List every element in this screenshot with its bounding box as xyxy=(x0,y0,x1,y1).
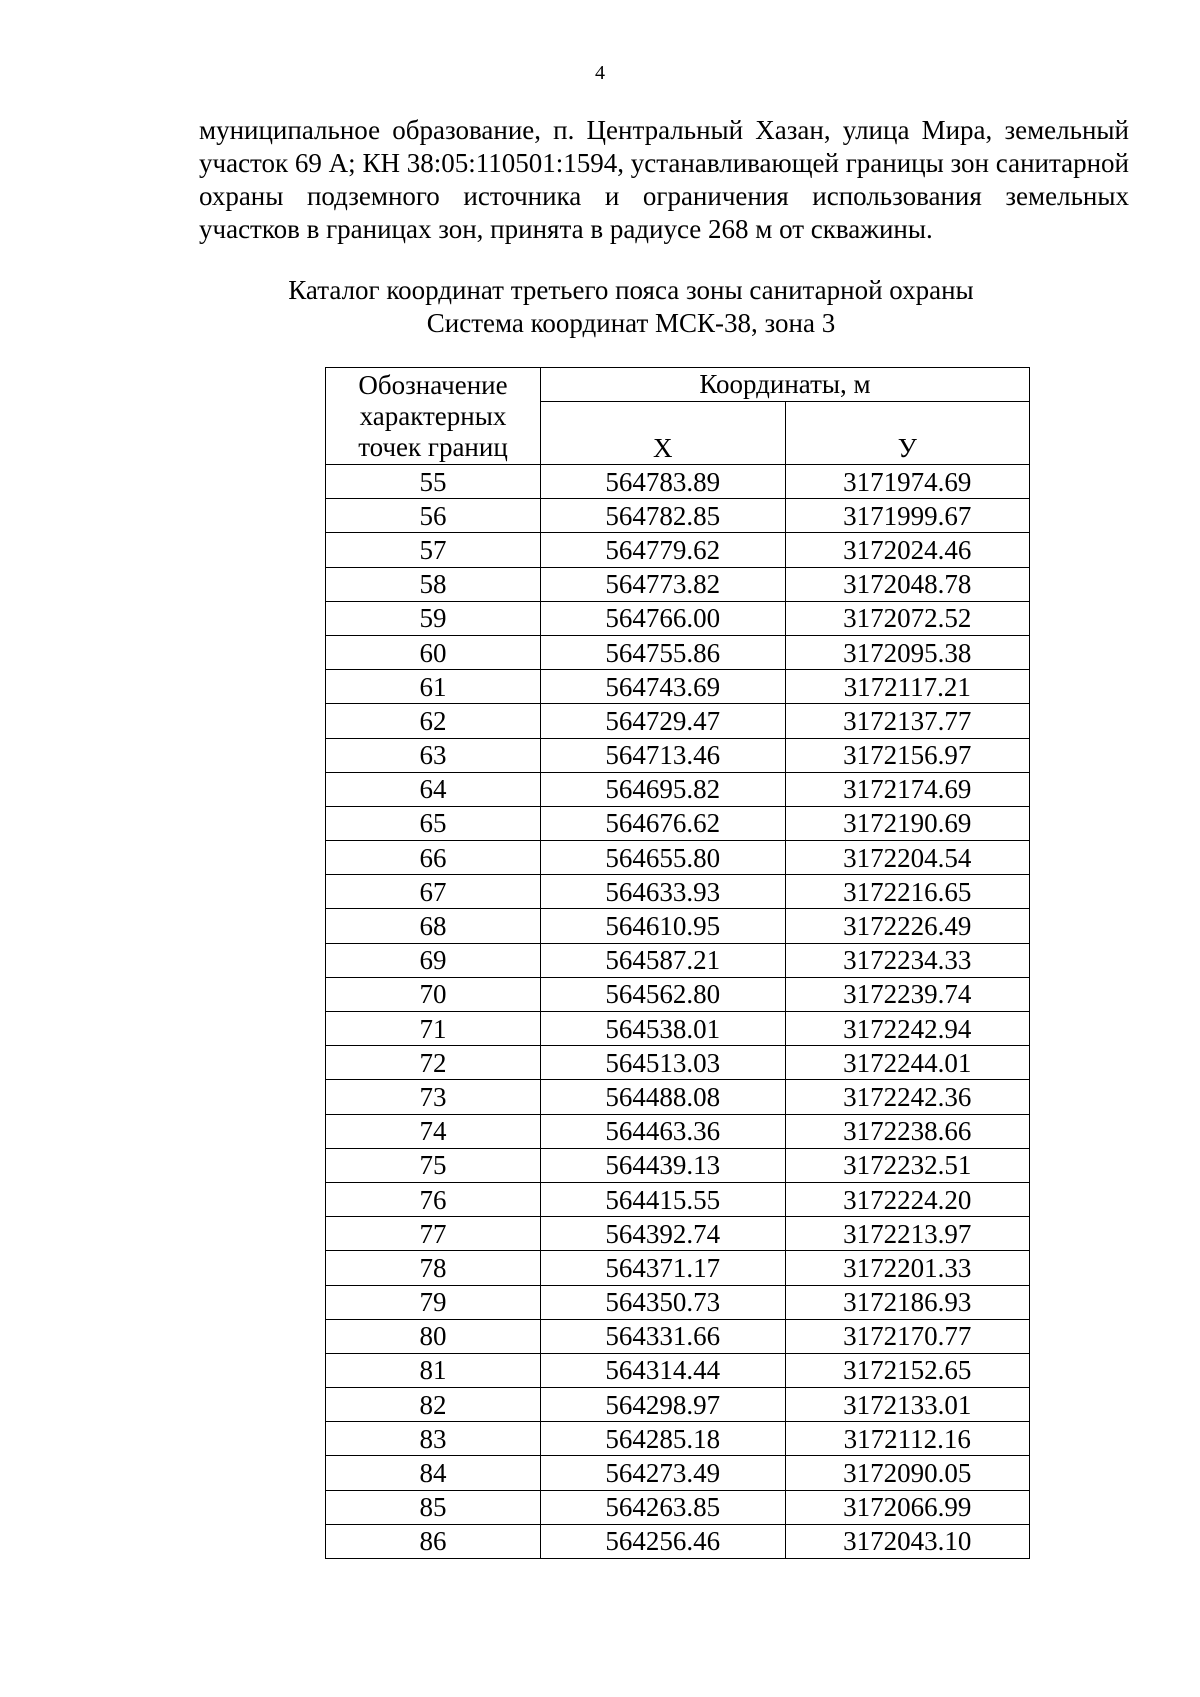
cell-y: 3172095.38 xyxy=(785,635,1030,669)
table-row xyxy=(326,1524,1030,1558)
table-row xyxy=(326,772,1030,806)
cell-y: 3172112.16 xyxy=(785,1422,1030,1456)
cell-x: 564463.36 xyxy=(541,1114,786,1148)
cell-y: 3172137.77 xyxy=(785,704,1030,738)
cell-y: 3172186.93 xyxy=(785,1285,1030,1319)
body-paragraph: муниципальное образование, п. Центральный Хазан, улица Мира, земельный участок 69 А; КН 38:05:110501:1594, устанавливающей границы зон санитарной охраны подземного источника и ограничения использования земельных участков в границах зон, принята в радиусе 268 м от скважины. xyxy=(199,115,1129,244)
caption-coordinate-system: Система координат МСК-38, зона 3 xyxy=(426,308,836,338)
table-row xyxy=(326,1217,1030,1251)
table-body xyxy=(326,465,1030,1559)
page-number: 4 xyxy=(595,62,605,84)
cell-x: 564538.01 xyxy=(541,1012,786,1046)
cell-point: 66 xyxy=(326,841,541,875)
table-row xyxy=(326,1285,1030,1319)
cell-x: 564766.00 xyxy=(541,601,786,635)
header-coordinates: Координаты, м xyxy=(541,368,1030,402)
table-row xyxy=(326,1388,1030,1422)
cell-x: 564285.18 xyxy=(541,1422,786,1456)
table-row xyxy=(326,1251,1030,1285)
cell-point: 57 xyxy=(326,533,541,567)
table-row xyxy=(326,1490,1030,1524)
cell-point: 72 xyxy=(326,1046,541,1080)
table-caption xyxy=(0,274,1200,340)
cell-y: 3172242.94 xyxy=(785,1012,1030,1046)
cell-x: 564314.44 xyxy=(541,1353,786,1387)
table-row xyxy=(326,875,1030,909)
cell-point: 68 xyxy=(326,909,541,943)
cell-x: 564298.97 xyxy=(541,1388,786,1422)
cell-point: 86 xyxy=(326,1524,541,1558)
cell-x: 564633.93 xyxy=(541,875,786,909)
cell-y: 3172066.99 xyxy=(785,1490,1030,1524)
cell-x: 564676.62 xyxy=(541,806,786,840)
cell-x: 564743.69 xyxy=(541,670,786,704)
cell-x: 564695.82 xyxy=(541,772,786,806)
cell-point: 65 xyxy=(326,806,541,840)
cell-point: 71 xyxy=(326,1012,541,1046)
table-row xyxy=(326,533,1030,567)
cell-y: 3172224.20 xyxy=(785,1182,1030,1216)
table-row xyxy=(326,977,1030,1011)
cell-y: 3172170.77 xyxy=(785,1319,1030,1353)
table-row xyxy=(326,1012,1030,1046)
table-row xyxy=(326,1456,1030,1490)
cell-y: 3172133.01 xyxy=(785,1388,1030,1422)
table-row xyxy=(326,1319,1030,1353)
cell-x: 564371.17 xyxy=(541,1251,786,1285)
cell-y: 3172024.46 xyxy=(785,533,1030,567)
cell-y: 3172232.51 xyxy=(785,1148,1030,1182)
coordinates-table xyxy=(325,367,1030,1559)
cell-x: 564610.95 xyxy=(541,909,786,943)
table-row xyxy=(326,1148,1030,1182)
cell-x: 564562.80 xyxy=(541,977,786,1011)
table-row xyxy=(326,465,1030,499)
cell-x: 564755.86 xyxy=(541,635,786,669)
table-row xyxy=(326,499,1030,533)
cell-y: 3172043.10 xyxy=(785,1524,1030,1558)
cell-point: 63 xyxy=(326,738,541,772)
cell-x: 564439.13 xyxy=(541,1148,786,1182)
table-row xyxy=(326,1353,1030,1387)
table-row xyxy=(326,1080,1030,1114)
table-row xyxy=(326,1046,1030,1080)
cell-point: 64 xyxy=(326,772,541,806)
cell-x: 564587.21 xyxy=(541,943,786,977)
cell-y: 3172244.01 xyxy=(785,1046,1030,1080)
cell-y: 3171974.69 xyxy=(785,465,1030,499)
cell-x: 564263.85 xyxy=(541,1490,786,1524)
table-row xyxy=(326,1114,1030,1148)
header-point-designation: Обозначение характерных точек границ xyxy=(326,368,541,465)
cell-point: 56 xyxy=(326,499,541,533)
cell-x: 564773.82 xyxy=(541,567,786,601)
table-row xyxy=(326,704,1030,738)
cell-y: 3172226.49 xyxy=(785,909,1030,943)
cell-point: 61 xyxy=(326,670,541,704)
cell-y: 3172204.54 xyxy=(785,841,1030,875)
header-y: У xyxy=(785,402,1030,465)
cell-point: 84 xyxy=(326,1456,541,1490)
cell-y: 3172216.65 xyxy=(785,875,1030,909)
cell-x: 564779.62 xyxy=(541,533,786,567)
cell-point: 73 xyxy=(326,1080,541,1114)
cell-point: 59 xyxy=(326,601,541,635)
header-x: X xyxy=(541,402,786,465)
cell-y: 3172213.97 xyxy=(785,1217,1030,1251)
cell-y: 3171999.67 xyxy=(785,499,1030,533)
cell-y: 3172239.74 xyxy=(785,977,1030,1011)
cell-x: 564513.03 xyxy=(541,1046,786,1080)
table-row xyxy=(326,909,1030,943)
table-header xyxy=(326,368,1030,465)
cell-point: 77 xyxy=(326,1217,541,1251)
cell-x: 564350.73 xyxy=(541,1285,786,1319)
cell-point: 76 xyxy=(326,1182,541,1216)
cell-point: 74 xyxy=(326,1114,541,1148)
table-row xyxy=(326,567,1030,601)
table-row xyxy=(326,670,1030,704)
cell-point: 85 xyxy=(326,1490,541,1524)
cell-point: 62 xyxy=(326,704,541,738)
cell-y: 3172152.65 xyxy=(785,1353,1030,1387)
cell-point: 79 xyxy=(326,1285,541,1319)
table-row xyxy=(326,806,1030,840)
cell-x: 564488.08 xyxy=(541,1080,786,1114)
caption-title: Каталог координат третьего пояса зоны санитарной охраны xyxy=(288,275,974,305)
cell-point: 78 xyxy=(326,1251,541,1285)
cell-y: 3172072.52 xyxy=(785,601,1030,635)
cell-x: 564655.80 xyxy=(541,841,786,875)
cell-x: 564256.46 xyxy=(541,1524,786,1558)
cell-point: 81 xyxy=(326,1353,541,1387)
cell-y: 3172201.33 xyxy=(785,1251,1030,1285)
cell-y: 3172117.21 xyxy=(785,670,1030,704)
cell-x: 564415.55 xyxy=(541,1182,786,1216)
cell-point: 75 xyxy=(326,1148,541,1182)
cell-y: 3172174.69 xyxy=(785,772,1030,806)
cell-x: 564392.74 xyxy=(541,1217,786,1251)
cell-point: 80 xyxy=(326,1319,541,1353)
cell-point: 82 xyxy=(326,1388,541,1422)
cell-x: 564729.47 xyxy=(541,704,786,738)
cell-point: 70 xyxy=(326,977,541,1011)
table-row xyxy=(326,1182,1030,1216)
table-row xyxy=(326,1422,1030,1456)
cell-x: 564713.46 xyxy=(541,738,786,772)
cell-point: 60 xyxy=(326,635,541,669)
cell-y: 3172156.97 xyxy=(785,738,1030,772)
table-row xyxy=(326,943,1030,977)
cell-y: 3172190.69 xyxy=(785,806,1030,840)
cell-x: 564273.49 xyxy=(541,1456,786,1490)
cell-point: 58 xyxy=(326,567,541,601)
cell-point: 83 xyxy=(326,1422,541,1456)
cell-point: 67 xyxy=(326,875,541,909)
table-row xyxy=(326,635,1030,669)
table-row xyxy=(326,601,1030,635)
table-row xyxy=(326,738,1030,772)
cell-point: 69 xyxy=(326,943,541,977)
cell-x: 564331.66 xyxy=(541,1319,786,1353)
cell-y: 3172048.78 xyxy=(785,567,1030,601)
table-row xyxy=(326,841,1030,875)
cell-point: 55 xyxy=(326,465,541,499)
cell-y: 3172234.33 xyxy=(785,943,1030,977)
cell-y: 3172242.36 xyxy=(785,1080,1030,1114)
cell-y: 3172238.66 xyxy=(785,1114,1030,1148)
cell-x: 564782.85 xyxy=(541,499,786,533)
cell-x: 564783.89 xyxy=(541,465,786,499)
cell-y: 3172090.05 xyxy=(785,1456,1030,1490)
